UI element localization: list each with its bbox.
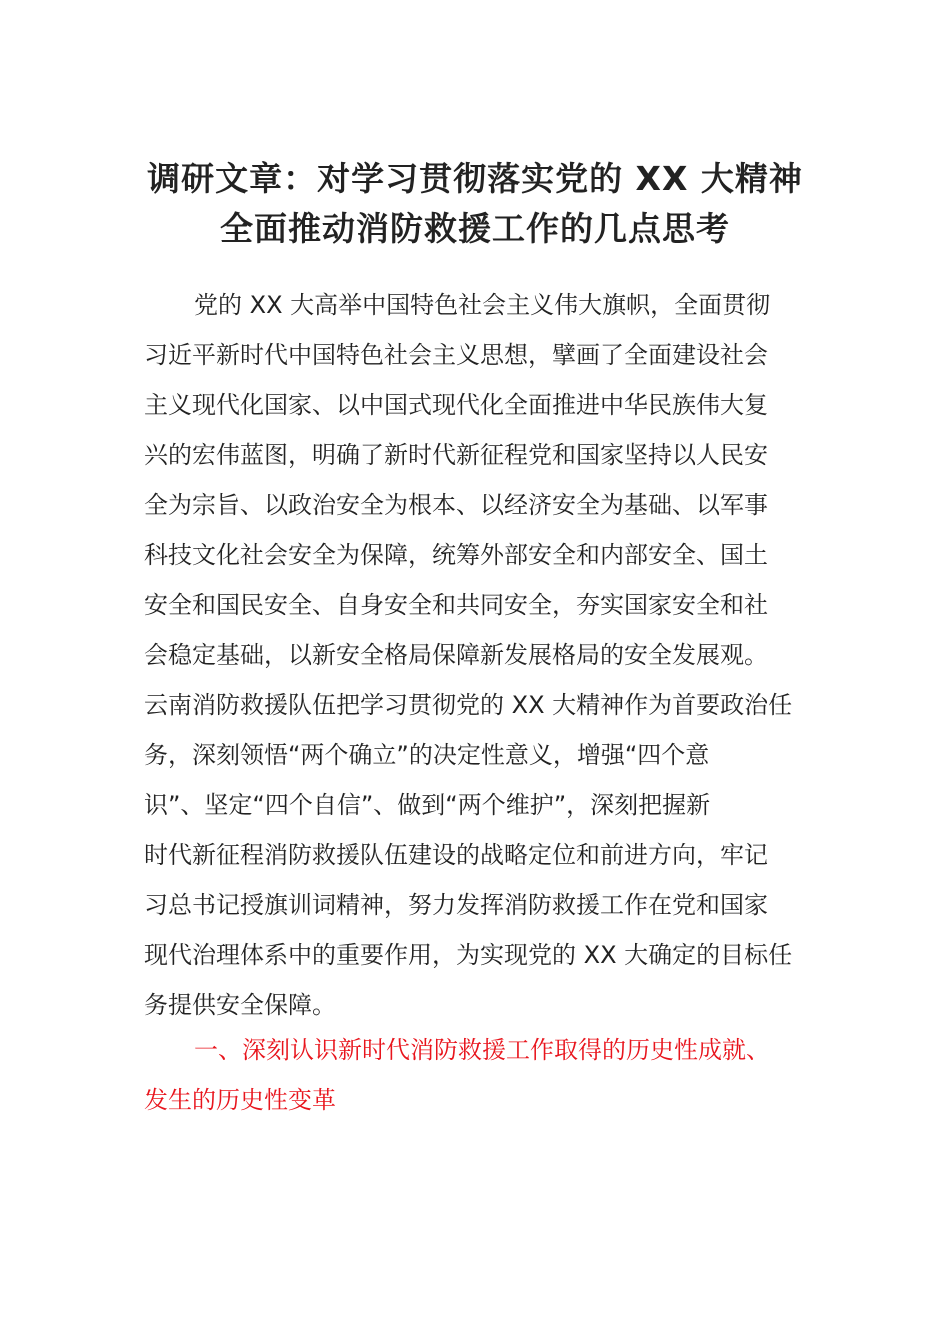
body-line: 科技文化社会安全为保障，统筹外部安全和内部安全、国土 [144,541,768,569]
section-heading [144,1025,814,1125]
body-paragraph [144,280,814,1030]
body-line: 习近平新时代中国特色社会主义思想，擘画了全面建设社会 [144,341,768,369]
body-line: 务，深刻领悟“两个确立”的决定性意义，增强“四个意 [144,741,710,769]
section-heading-line-2: 发生的历史性变革 [144,1086,336,1114]
body-line: 兴的宏伟蓝图，明确了新时代新征程党和国家坚持以人民安 [144,441,768,469]
body-line: 全为宗旨、以政治安全为根本、以经济安全为基础、以军事 [144,491,768,519]
body-line: 务提供安全保障。 [144,991,336,1019]
body-line: 主义现代化国家、以中国式现代化全面推进中华民族伟大复 [144,391,768,419]
body-line: 党的 XX 大高举中国特色社会主义伟大旗帜，全面贯彻 [194,291,771,319]
body-line: 时代新征程消防救援队伍建设的战略定位和前进方向，牢记 [144,841,768,869]
body-line: 现代治理体系中的重要作用，为实现党的 XX 大确定的目标任 [144,941,793,969]
body-line: 云南消防救援队伍把学习贯彻党的 XX 大精神作为首要政治任 [144,691,793,719]
section-heading-line-1: 一、深刻认识新时代消防救援工作取得的历史性成就、 [194,1036,770,1064]
body-line: 安全和国民安全、自身安全和共同安全，夯实国家安全和社 [144,591,768,619]
body-line: 会稳定基础，以新安全格局保障新发展格局的安全发展观。 [144,641,768,669]
body-line: 识”、坚定“四个自信”、做到“两个维护”，深刻把握新 [144,791,711,819]
document-title-line-2: 全面推动消防救援工作的几点思考 [220,209,730,248]
body-line: 习总书记授旗训词精神，努力发挥消防救援工作在党和国家 [144,891,768,919]
document-title-line-1: 调研文章：对学习贯彻落实党的 XX 大精神 [147,159,803,198]
